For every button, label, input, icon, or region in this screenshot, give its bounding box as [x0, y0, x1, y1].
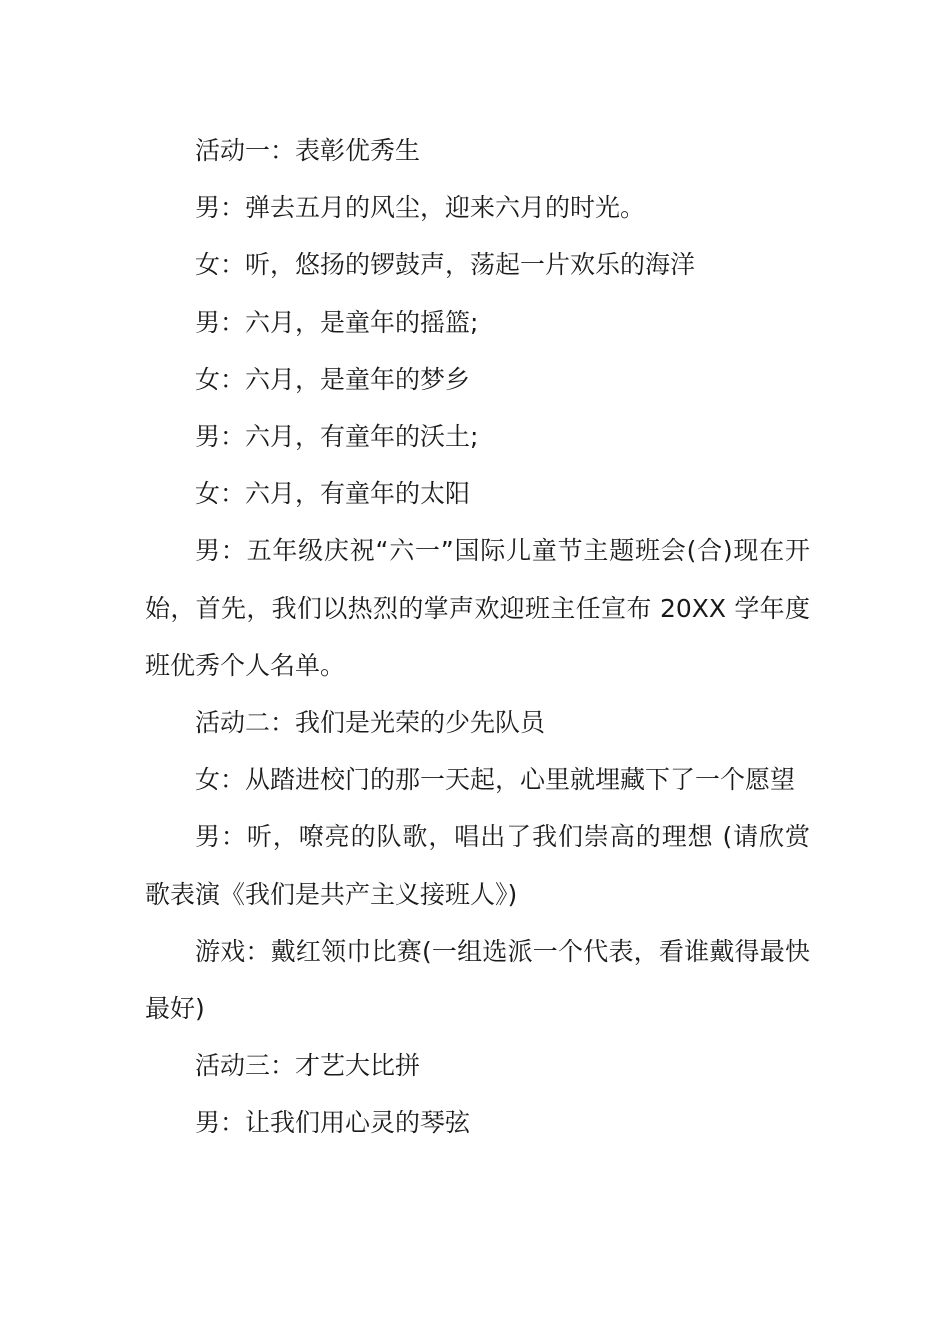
document-body	[145, 122, 810, 1152]
paragraph-line: 男：让我们用心灵的琴弦	[195, 1108, 471, 1138]
paragraph-line: 男：六月，有童年的沃土;	[195, 422, 479, 452]
paragraph-game: 游戏：戴红领巾比赛(一组选派一个代表，看谁戴得最快最好)	[145, 936, 810, 1024]
paragraph-line: 男：弹去五月的风尘，迎来六月的时光。	[195, 193, 646, 223]
paragraph-activity-one-heading: 活动一：表彰优秀生	[195, 136, 421, 165]
paragraph-line: 女：六月，有童年的太阳	[195, 479, 471, 509]
paragraph-activity-two-heading: 活动二：我们是光荣的少先队员	[195, 708, 546, 738]
paragraph-line: 男：六月，是童年的摇篮;	[195, 307, 479, 337]
paragraph-line: 女：从踏进校门的那一天起，心里就埋藏下了一个愿望	[195, 765, 796, 795]
paragraph-line: 女：六月，是童年的梦乡	[195, 364, 471, 394]
paragraph-activity-three-heading: 活动三：才艺大比拼	[195, 1051, 421, 1081]
paragraph-line: 女：听，悠扬的锣鼓声，荡起一片欢乐的海洋	[195, 250, 696, 280]
paragraph-line: 男：听，嘹亮的队歌，唱出了我们崇高的理想 (请欣赏歌表演《我们是共产主义接班人》)	[145, 822, 810, 909]
paragraph-line: 男：五年级庆祝“六一”国际儿童节主题班会(合)现在开始，首先，我们以热烈的掌声欢迎班主任宣布 20XX 学年度班优秀个人名单。	[145, 536, 810, 680]
